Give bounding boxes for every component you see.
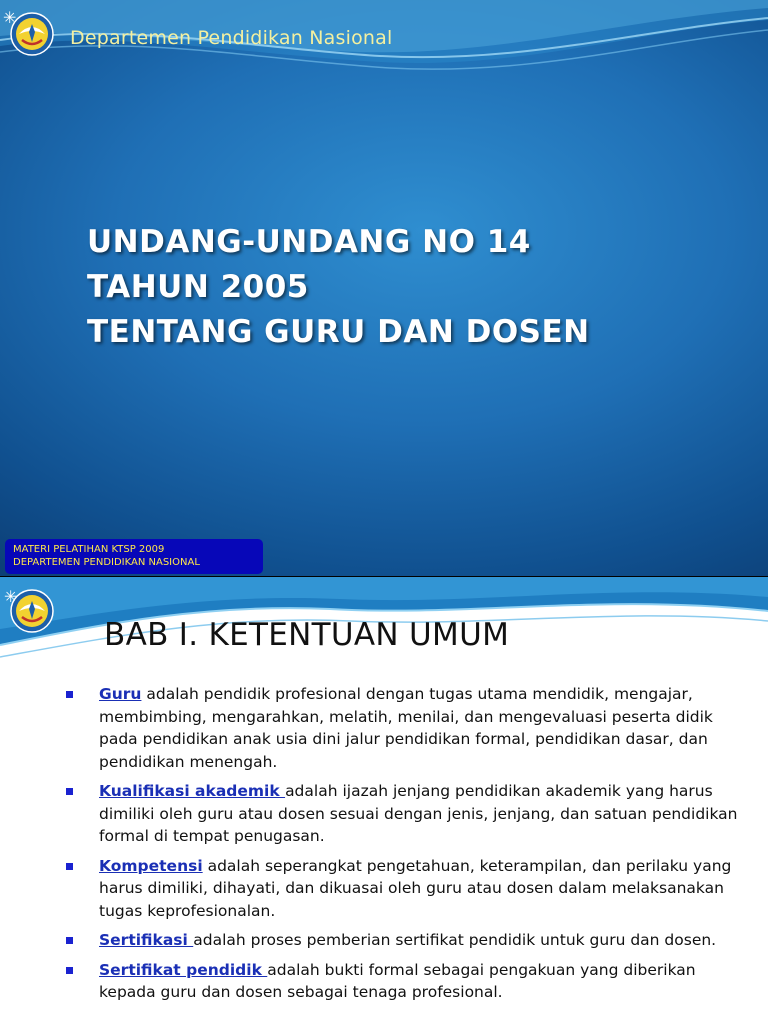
term-link[interactable]: Sertifikasi [99, 931, 194, 949]
definition-text: adalah pendidik profesional dengan tugas utama mendidik, mengajar, membimbing, mengarahkan, melatih, menilai, dan mengevaluasi peserta didik pada pendidikan anak usia dini jalur pendidikan formal, pendidikan dasar, dan pendidikan menengah. [99, 685, 713, 771]
term-link[interactable]: Guru [99, 685, 142, 703]
section-title: BAB I. KETENTUAN UMUM [104, 617, 510, 653]
list-item [66, 780, 756, 848]
square-bullet-icon [66, 937, 73, 944]
list-item [66, 683, 756, 773]
footer-line-1: MATERI PELATIHAN KTSP 2009 [13, 544, 165, 555]
footer-line-2: DEPARTEMEN PENDIDIKAN NASIONAL [13, 557, 200, 568]
list-item [66, 929, 756, 952]
tut-wuri-handayani-emblem-icon [10, 12, 54, 56]
square-bullet-icon [66, 691, 73, 698]
sparkle-icon: ✳ [4, 587, 18, 606]
slide-title [87, 220, 590, 355]
square-bullet-icon [66, 967, 73, 974]
definition-text: adalah proses pemberian sertifikat pendidik untuk guru dan dosen. [193, 931, 717, 949]
square-bullet-icon [66, 788, 73, 795]
definition-list [66, 683, 756, 1011]
footer-badge [5, 539, 263, 574]
square-bullet-icon [66, 863, 73, 870]
list-item [66, 959, 756, 1004]
sparkle-icon: ✳ [3, 8, 17, 27]
term-link[interactable]: Kualifikasi akademik [99, 782, 286, 800]
title-line-1: UNDANG-UNDANG NO 14 [87, 224, 531, 260]
definition-text: adalah seperangkat pengetahuan, keterampilan, dan perilaku yang harus dimiliki, dihayati, dan dikuasai oleh guru atau dosen dalam melaksanakan tugas keprofesionalan. [99, 856, 732, 920]
definition-text: adalah bukti formal sebagai pengakuan yang diberikan kepada guru dan dosen sebagai tenaga profesional. [99, 960, 696, 1001]
list-item [66, 855, 756, 923]
content-slide [0, 577, 768, 1024]
definition-text: adalah ijazah jenjang pendidikan akademik yang harus dimiliki oleh guru atau dosen sesuai dengan jenis, jenjang, dan satuan pendidikan formal di tempat penugasan. [99, 782, 738, 845]
term-link[interactable]: Sertifikat pendidik [99, 960, 268, 979]
title-line-3: TENTANG GURU DAN DOSEN [87, 314, 590, 350]
ministry-header: Departemen Pendidikan Nasional [70, 27, 393, 49]
title-line-2: TAHUN 2005 [87, 269, 309, 305]
term-link[interactable]: Kompetensi [99, 856, 203, 875]
